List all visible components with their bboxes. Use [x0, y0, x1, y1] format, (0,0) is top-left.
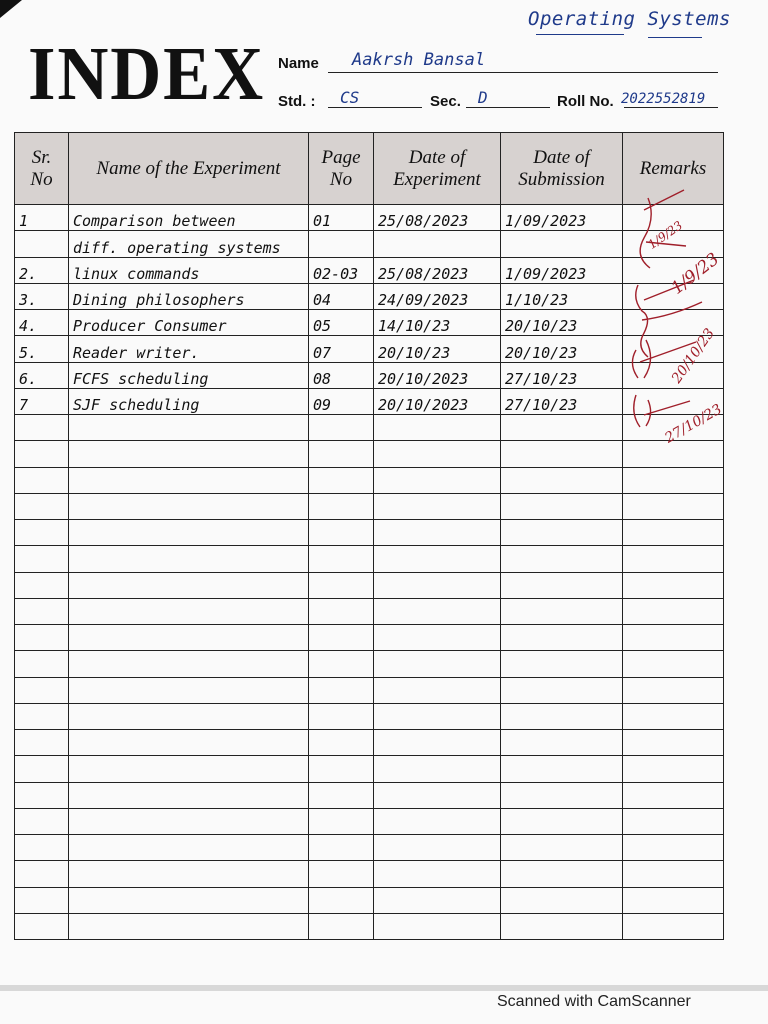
- table-row: [15, 546, 724, 572]
- empty-cell: [15, 677, 69, 703]
- signature-date: 20/10/23: [668, 325, 719, 387]
- empty-cell: [15, 703, 69, 729]
- header-date-experiment: Date of Experiment: [374, 133, 501, 205]
- empty-cell: [15, 467, 69, 493]
- empty-cell: [374, 441, 501, 467]
- page-no-cell: 07: [309, 336, 374, 362]
- table-row: [15, 205, 724, 231]
- table-row: [15, 520, 724, 546]
- empty-cell: [15, 887, 69, 913]
- empty-cell: [69, 520, 309, 546]
- empty-cell: [501, 703, 623, 729]
- table-row: [15, 835, 724, 861]
- experiment-name-cell: Comparison between: [69, 205, 309, 231]
- page-corner-shadow: [0, 0, 22, 18]
- remarks-cell: [623, 546, 724, 572]
- table-row: [15, 310, 724, 336]
- date-submission-cell: 1/09/2023: [501, 257, 623, 283]
- date-experiment-cell: [374, 231, 501, 257]
- empty-cell: [374, 756, 501, 782]
- table-row: [15, 756, 724, 782]
- empty-cell: [374, 625, 501, 651]
- remarks-cell: [623, 782, 724, 808]
- signature-date: 1/9/23: [667, 249, 724, 299]
- sec-label: Sec.: [430, 93, 461, 110]
- empty-cell: [69, 625, 309, 651]
- remarks-cell: [623, 887, 724, 913]
- empty-cell: [69, 861, 309, 887]
- roll-line: [624, 107, 718, 108]
- empty-cell: [501, 572, 623, 598]
- empty-cell: [15, 546, 69, 572]
- table-row: [15, 336, 724, 362]
- page-no-cell: 08: [309, 362, 374, 388]
- table-row: [15, 362, 724, 388]
- empty-cell: [374, 546, 501, 572]
- table-row: [15, 598, 724, 624]
- sr-no-cell: 5.: [15, 336, 69, 362]
- table-row: [15, 257, 724, 283]
- empty-cell: [501, 651, 623, 677]
- empty-cell: [374, 467, 501, 493]
- empty-cell: [501, 730, 623, 756]
- table-row: [15, 467, 724, 493]
- empty-cell: [501, 441, 623, 467]
- empty-cell: [501, 546, 623, 572]
- empty-cell: [15, 913, 69, 939]
- empty-cell: [309, 625, 374, 651]
- empty-cell: [15, 572, 69, 598]
- date-submission-cell: 1/10/23: [501, 283, 623, 309]
- empty-cell: [374, 808, 501, 834]
- table-row: [15, 415, 724, 441]
- empty-cell: [69, 730, 309, 756]
- empty-cell: [374, 730, 501, 756]
- table-row: [15, 493, 724, 519]
- empty-cell: [309, 441, 374, 467]
- page-no-cell: 02-03: [309, 257, 374, 283]
- empty-cell: [374, 572, 501, 598]
- empty-cell: [374, 782, 501, 808]
- empty-cell: [374, 493, 501, 519]
- name-label: Name: [278, 55, 319, 72]
- table-row: [15, 913, 724, 939]
- empty-cell: [69, 913, 309, 939]
- std-line: [328, 107, 422, 108]
- sr-no-cell: 6.: [15, 362, 69, 388]
- remarks-cell: [623, 835, 724, 861]
- remarks-cell: [623, 520, 724, 546]
- date-submission-cell: 1/09/2023: [501, 205, 623, 231]
- empty-cell: [309, 677, 374, 703]
- signature-scribble-icon: [626, 190, 756, 450]
- empty-cell: [309, 415, 374, 441]
- sr-no-cell: 7: [15, 388, 69, 414]
- page-no-cell: 01: [309, 205, 374, 231]
- sec-line: [466, 107, 550, 108]
- empty-cell: [69, 441, 309, 467]
- empty-cell: [501, 756, 623, 782]
- experiment-index-table: [14, 132, 724, 940]
- roll-label: Roll No.: [557, 93, 614, 110]
- empty-cell: [69, 677, 309, 703]
- empty-cell: [69, 572, 309, 598]
- empty-cell: [69, 598, 309, 624]
- table-row: [15, 677, 724, 703]
- remarks-cell: [623, 756, 724, 782]
- header-sr-no: Sr. No: [15, 133, 69, 205]
- empty-cell: [69, 703, 309, 729]
- empty-cell: [501, 520, 623, 546]
- empty-cell: [374, 677, 501, 703]
- experiment-name-cell: Dining philosophers: [69, 283, 309, 309]
- empty-cell: [69, 467, 309, 493]
- empty-cell: [309, 493, 374, 519]
- date-experiment-cell: 14/10/23: [374, 310, 501, 336]
- empty-cell: [309, 730, 374, 756]
- table-row: [15, 651, 724, 677]
- empty-cell: [309, 520, 374, 546]
- header-experiment-name: Name of the Experiment: [69, 133, 309, 205]
- remarks-cell: [623, 651, 724, 677]
- subject-underline: [536, 34, 624, 35]
- remarks-cell: [623, 598, 724, 624]
- table-row: [15, 625, 724, 651]
- empty-cell: [69, 651, 309, 677]
- empty-cell: [15, 625, 69, 651]
- header-date-submission: Date of Submission: [501, 133, 623, 205]
- empty-cell: [501, 677, 623, 703]
- empty-cell: [309, 651, 374, 677]
- date-submission-cell: 20/10/23: [501, 310, 623, 336]
- table-row: [15, 231, 724, 257]
- subject-underline: [648, 37, 702, 38]
- table-row: [15, 572, 724, 598]
- sr-no-cell: 4.: [15, 310, 69, 336]
- date-submission-cell: [501, 231, 623, 257]
- sr-no-cell: 1: [15, 205, 69, 231]
- date-experiment-cell: 20/10/2023: [374, 362, 501, 388]
- experiment-name-cell: linux commands: [69, 257, 309, 283]
- empty-cell: [501, 782, 623, 808]
- empty-cell: [15, 808, 69, 834]
- empty-cell: [501, 808, 623, 834]
- date-experiment-cell: 25/08/2023: [374, 205, 501, 231]
- empty-cell: [15, 756, 69, 782]
- name-value: Aakrsh Bansal: [352, 50, 486, 70]
- remarks-cell: [623, 703, 724, 729]
- remarks-signatures: [626, 190, 726, 450]
- std-label: Std. :: [278, 93, 316, 110]
- remarks-cell: [623, 625, 724, 651]
- subject-heading: Operating Systems: [528, 8, 731, 30]
- empty-cell: [501, 493, 623, 519]
- sr-no-cell: 3.: [15, 283, 69, 309]
- empty-cell: [69, 887, 309, 913]
- empty-cell: [69, 808, 309, 834]
- page-no-cell: 04: [309, 283, 374, 309]
- table-row: [15, 703, 724, 729]
- page-no-cell: 05: [309, 310, 374, 336]
- remarks-cell: [623, 861, 724, 887]
- date-experiment-cell: 20/10/2023: [374, 388, 501, 414]
- empty-cell: [15, 782, 69, 808]
- date-experiment-cell: 20/10/23: [374, 336, 501, 362]
- empty-cell: [15, 861, 69, 887]
- empty-cell: [309, 756, 374, 782]
- empty-cell: [501, 415, 623, 441]
- date-submission-cell: 20/10/23: [501, 336, 623, 362]
- page-bottom-edge: [0, 985, 768, 991]
- table-header-row: [15, 133, 724, 205]
- empty-cell: [15, 441, 69, 467]
- table-body: [15, 205, 724, 940]
- experiment-name-cell: Producer Consumer: [69, 310, 309, 336]
- empty-cell: [309, 467, 374, 493]
- signature-date: 27/10/23: [662, 401, 725, 447]
- experiment-name-cell: FCFS scheduling: [69, 362, 309, 388]
- empty-cell: [501, 887, 623, 913]
- remarks-cell: [623, 808, 724, 834]
- table-row: [15, 887, 724, 913]
- empty-cell: [501, 835, 623, 861]
- empty-cell: [309, 703, 374, 729]
- empty-cell: [15, 493, 69, 519]
- empty-cell: [374, 835, 501, 861]
- table-row: [15, 730, 724, 756]
- empty-cell: [15, 520, 69, 546]
- table-row: [15, 782, 724, 808]
- remarks-cell: [623, 913, 724, 939]
- empty-cell: [69, 546, 309, 572]
- empty-cell: [15, 835, 69, 861]
- empty-cell: [374, 861, 501, 887]
- signature-date: 1/9/23: [645, 218, 686, 252]
- experiment-name-cell: diff. operating systems: [69, 231, 309, 257]
- remarks-cell: [623, 677, 724, 703]
- sr-no-cell: [15, 231, 69, 257]
- empty-cell: [374, 703, 501, 729]
- table-row: [15, 388, 724, 414]
- table-row: [15, 861, 724, 887]
- remarks-cell: [623, 493, 724, 519]
- empty-cell: [374, 415, 501, 441]
- empty-cell: [15, 651, 69, 677]
- empty-cell: [15, 598, 69, 624]
- remarks-cell: [623, 467, 724, 493]
- header-remarks: Remarks: [623, 133, 724, 205]
- page-no-cell: [309, 231, 374, 257]
- empty-cell: [309, 782, 374, 808]
- empty-cell: [309, 598, 374, 624]
- remarks-cell: [623, 730, 724, 756]
- empty-cell: [309, 572, 374, 598]
- std-value: CS: [340, 88, 360, 107]
- roll-value: 2022552819: [621, 91, 706, 107]
- sr-no-cell: 2.: [15, 257, 69, 283]
- name-line: [328, 72, 718, 73]
- date-experiment-cell: 25/08/2023: [374, 257, 501, 283]
- empty-cell: [309, 546, 374, 572]
- empty-cell: [374, 887, 501, 913]
- empty-cell: [69, 835, 309, 861]
- sec-value: D: [478, 88, 488, 107]
- date-experiment-cell: 24/09/2023: [374, 283, 501, 309]
- table-row: [15, 441, 724, 467]
- table-row: [15, 283, 724, 309]
- page-title: INDEX: [28, 32, 266, 116]
- empty-cell: [374, 598, 501, 624]
- experiment-name-cell: Reader writer.: [69, 336, 309, 362]
- empty-cell: [69, 415, 309, 441]
- empty-cell: [374, 913, 501, 939]
- experiment-name-cell: SJF scheduling: [69, 388, 309, 414]
- empty-cell: [501, 861, 623, 887]
- empty-cell: [15, 415, 69, 441]
- page-no-cell: 09: [309, 388, 374, 414]
- empty-cell: [309, 887, 374, 913]
- empty-cell: [15, 730, 69, 756]
- date-submission-cell: 27/10/23: [501, 388, 623, 414]
- empty-cell: [501, 625, 623, 651]
- empty-cell: [69, 782, 309, 808]
- empty-cell: [309, 861, 374, 887]
- empty-cell: [309, 913, 374, 939]
- empty-cell: [374, 520, 501, 546]
- empty-cell: [69, 756, 309, 782]
- table-row: [15, 808, 724, 834]
- scanner-watermark: Scanned with CamScanner: [497, 993, 691, 1010]
- date-submission-cell: 27/10/23: [501, 362, 623, 388]
- empty-cell: [374, 651, 501, 677]
- empty-cell: [501, 598, 623, 624]
- empty-cell: [309, 808, 374, 834]
- empty-cell: [309, 835, 374, 861]
- empty-cell: [501, 913, 623, 939]
- empty-cell: [69, 493, 309, 519]
- empty-cell: [501, 467, 623, 493]
- remarks-cell: [623, 572, 724, 598]
- header-page-no: Page No: [309, 133, 374, 205]
